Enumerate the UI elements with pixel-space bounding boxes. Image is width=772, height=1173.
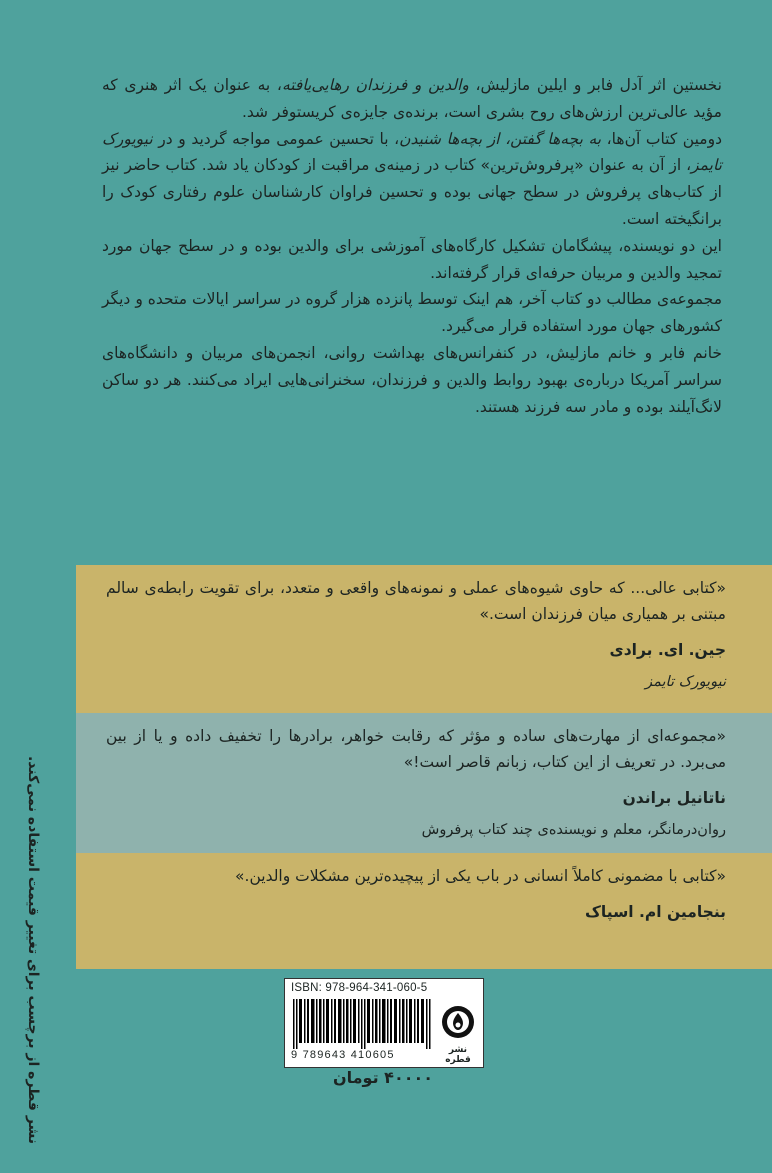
review-author: جین. ای. برادی — [609, 641, 726, 659]
paragraph-second-book — [102, 126, 722, 233]
review-quote: «مجموعه‌ای از مهارت‌های ساده و مؤثر که رقابت خواهر، برادرها را تخفیف داده و یا از بین می‌برد. در تعریف از این کتاب، زبانم قاصر است!» — [106, 727, 726, 771]
description-text — [102, 72, 722, 420]
review-band-2 — [76, 713, 772, 853]
paragraph-authors: خانم فابر و خانم مازلیش، در کنفرانس‌های بهداشت روانی، انجمن‌های مربیان و دانشگاه‌های سراسر آمریکا درباره‌ی بهبود روابط والدین و فرزندان، سخنرانی‌هایی ایراد می‌کنند. هر دو ساکن لانگ‌آیلند بوده و مادر سه فرزند هستند. — [102, 343, 722, 416]
review-quote: «کتابی عالی... که حاوی شیوه‌های عملی و نمونه‌های واقعی و متعدد، برای تقویت رابطه‌ی سالم مبتنی بر همیاری میان فرزندان است.» — [106, 579, 726, 623]
text-segment: ، با تحسین عمومی مواجه گردید و در — [152, 129, 400, 148]
barcode-digits: 9 789643 410605 — [291, 1049, 395, 1061]
review-band-1 — [76, 565, 772, 713]
barcode-icon — [293, 999, 433, 1049]
paragraph-first-book — [102, 72, 722, 126]
publisher-logo-icon — [441, 1005, 475, 1039]
publisher-logo — [438, 1005, 478, 1065]
text-segment: نخستین اثر آدل فابر و ایلین مازلیش، — [468, 76, 722, 94]
review-band-3 — [76, 853, 772, 969]
barcode-panel — [284, 978, 484, 1068]
isbn-text: ISBN: 978-964-341-060-5 — [291, 982, 428, 994]
text-segment: ، به عنوان یک اثر هنری که مؤید عالی‌ترین ارزش‌های روح بشری است، برنده‌ی جایزه‌ی کریستوفر شد. — [102, 76, 722, 121]
review-author: بنجامین ام. اسپاک — [585, 903, 726, 921]
book-title-liberated-parents: والدین و فرزندان رهایی‌یافته — [281, 76, 469, 94]
review-source: روان‌درمانگر، معلم و نویسنده‌ی چند کتاب پرفروش — [421, 822, 726, 838]
newspaper-name: نیویورک تایمز — [102, 129, 722, 175]
review-quote: «کتابی با مضمونی کاملاً انسانی در باب یکی از پیچیده‌ترین مشکلات والدین.» — [235, 867, 726, 885]
text-segment: دومین کتاب آن‌ها، — [601, 129, 722, 148]
paragraph-groups: مجموعه‌ی مطالب دو کتاب آخر، هم اینک توسط پانزده هزار گروه در سراسر ایالات متحده و دیگر کشورهای جهان مورد استفاده قرار می‌گیرد. — [102, 290, 722, 336]
paragraph-workshops: این دو نویسنده، پیشگامان تشکیل کارگاه‌های آموزشی برای والدین بوده و در سطح جهان مورد تمجید والدین و مربیان حرفه‌ای قرار گرفته‌اند. — [102, 236, 722, 282]
review-author: ناتانیل براندن — [622, 789, 726, 807]
text-segment: ، از آن به عنوان «پرفروش‌ترین» کتاب در زمینه‌ی مراقبت از کودکان یاد شد. کتاب حاضر نیز از کتاب‌های پرفروش در سطح جهانی بوده و تحسین فراوان کارشناسان علوم رفتاری کودک را برانگیخته است. — [102, 156, 722, 228]
publisher-name: نشر قطره — [445, 1045, 471, 1065]
price-label-note — [22, 740, 44, 1160]
price: ۴۰۰۰۰ تومان — [332, 1068, 433, 1087]
review-source: نیویورک تایمز — [645, 674, 726, 690]
side-note-text: نشر قطره از برچسب برای تغییر قیمت استفاده نمی‌کند. — [25, 755, 42, 1145]
book-title-how-to-talk: به بچه‌ها گفتن، از بچه‌ها شنیدن — [399, 129, 602, 148]
